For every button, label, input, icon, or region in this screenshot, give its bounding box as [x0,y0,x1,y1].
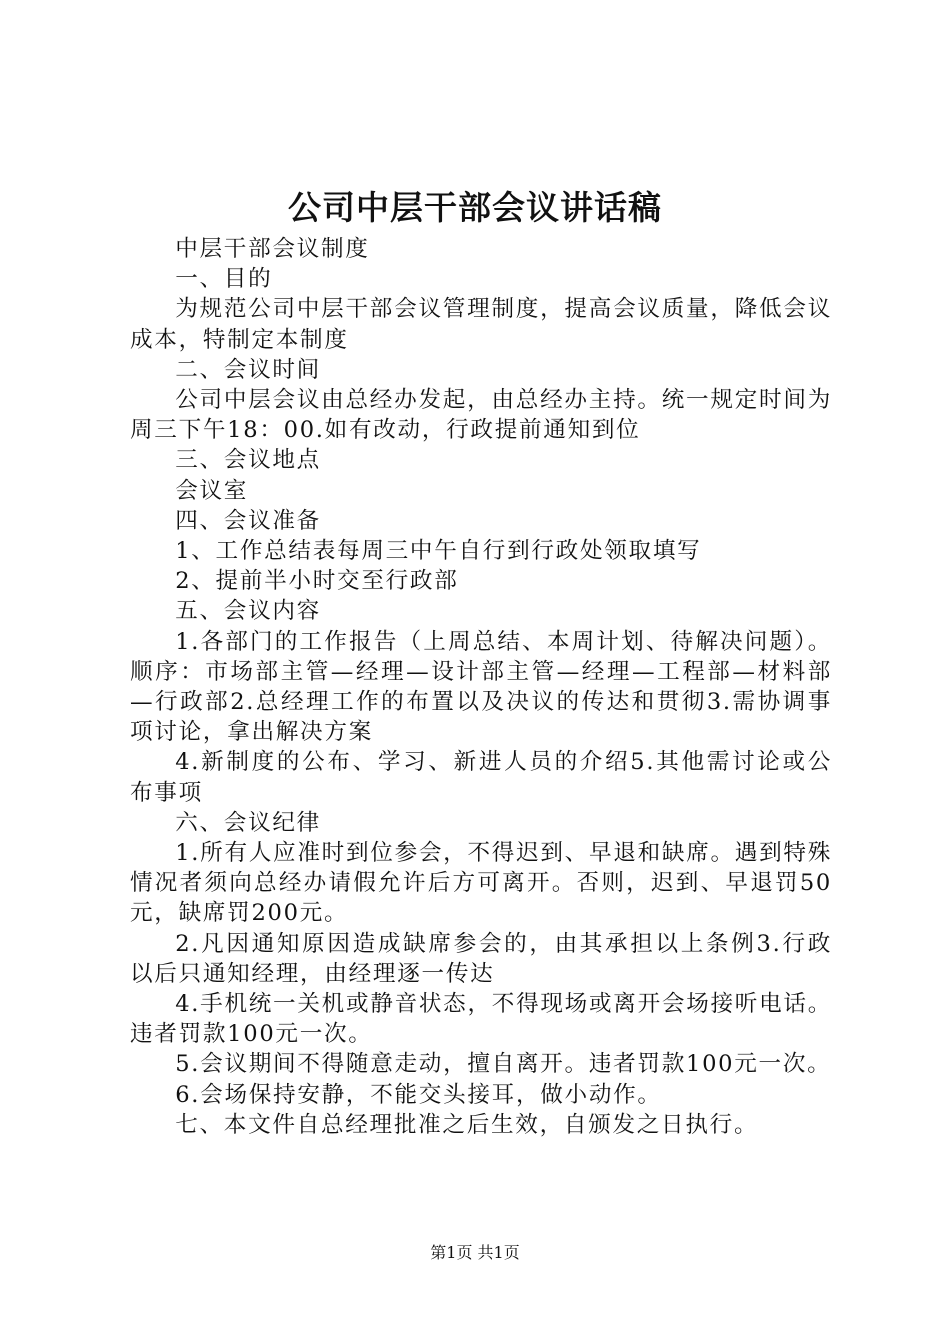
paragraph: 1、工作总结表每周三中午自行到行政处领取填写 [175,538,702,565]
paragraph: 6.会场保持安静，不能交头接耳，做小动作。 [175,1081,662,1108]
paragraph: 三、会议地点 [175,447,321,474]
document-title: 公司中层干部会议讲话稿 [288,188,662,227]
page-number-footer: 第1页 共1页 [430,1243,520,1262]
paragraph: 2、提前半小时交至行政部 [175,568,459,595]
paragraph: 1.各部门的工作报告（上周总结、本周计划、待解决问题）。顺序：市场部主管—经理—设计部主管—经理—工程部—材料部—行政部2.总经理工作的布置以及决议的传达和贯彻3.需协调事项讨论，拿出解决方案 [130,628,832,746]
paragraph: 会议室 [175,477,249,504]
paragraph: 2.凡因通知原因造成缺席参会的，由其承担以上条例3.行政以后只通知经理，由经理逐一传达 [130,930,832,987]
paragraph: 四、会议准备 [175,507,321,534]
paragraph: 为规范公司中层干部会议管理制度，提高会议质量，降低会议成本，特制定本制度 [130,296,832,353]
paragraph: 六、会议纪律 [175,809,321,836]
paragraph: 4.新制度的公布、学习、新进人员的介绍5.其他需讨论或公布事项 [130,749,832,806]
paragraph: 公司中层会议由总经办发起，由总经办主持。统一规定时间为周三下午18：00.如有改动，行政提前通知到位 [130,387,832,444]
paragraph: 中层干部会议制度 [175,236,370,262]
paragraph: 1.所有人应准时到位参会，不得迟到、早退和缺席。遇到特殊情况者须向总经办请假允许后方可离开。否则，迟到、早退罚50元，缺席罚200元。 [130,840,832,927]
paragraph: 二、会议时间 [175,356,321,383]
document-body [130,234,832,1140]
paragraph: 4.手机统一关机或静音状态，不得现场或离开会场接听电话。违者罚款100元一次。 [130,991,832,1048]
paragraph: 一、目的 [175,266,273,293]
paragraph: 5.会议期间不得随意走动，擅自离开。违者罚款100元一次。 [175,1051,832,1078]
paragraph: 五、会议内容 [175,598,321,625]
paragraph: 七、本文件自总经理批准之后生效，自颁发之日执行。 [175,1111,759,1138]
